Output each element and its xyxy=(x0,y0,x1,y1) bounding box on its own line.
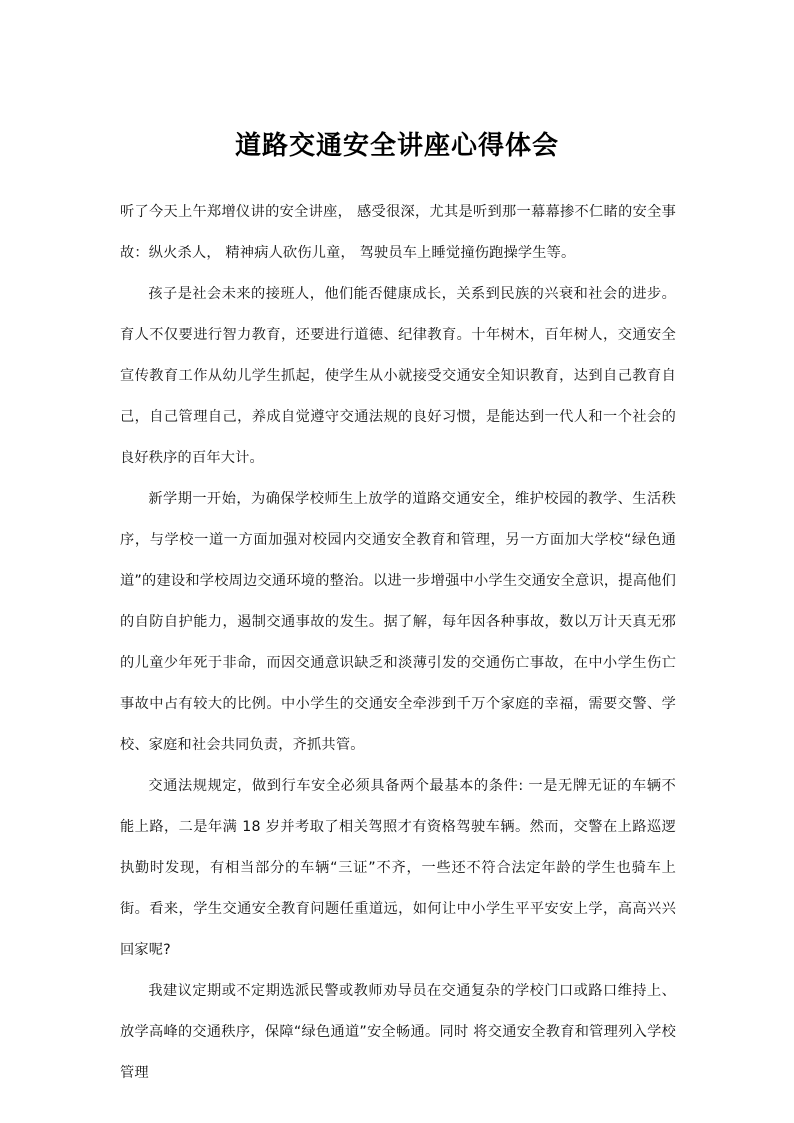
paragraph-2: 孩子是社会未来的接班人，他们能否健康成长，关系到民族的兴衰和社会的进步。育人不仅要进行智力教育，还要进行道德、纪律教育。十年树木，百年树人，交通安全宣传教育工作从幼儿学生抓起，使学生从小就接受交通安全知识教育，达到自己教育自己，自己管理自己，养成自觉遵守交通法规的良好习惯，是能达到一代人和一个社会的良好秩序的百年大计。 xyxy=(120,286,676,466)
paragraph-3: 新学期一开始，为确保学校师生上放学的道路交通安全，维护校园的教学、生活秩序，与学校一道一方面加强对校园内交通安全教育和管理，另一方面加大学校“绿色通道”的建设和学校周边交通环境的整治。以进一步增强中小学生交通安全意识，提高他们的自防自护能力，遏制交通事故的发生。据了解，每年因各种事故，数以万计天真无邪的儿童少年死于非命，而因交通意识缺乏和淡薄引发的交通伤亡事故，在中小学生伤亡事故中占有较大的比例。中小学生的交通安全牵涉到千万个家庭的幸福，需要交警、学校、家庭和社会共同负责，齐抓共管。 xyxy=(120,491,676,753)
paragraph-1: 听了今天上午郑增仪讲的安全讲座， 感受很深，尤其是听到那一幕幕掺不仁睹的安全事故：纵火杀人， 精神病人砍伤儿童， 驾驶员车上睡觉撞伤跑操学生等。 xyxy=(120,204,676,261)
document-title: 道路交通安全讲座心得体会 xyxy=(234,131,559,161)
paragraph-4: 交通法规规定，做到行车安全必须具备两个最基本的条件: 一是无牌无证的车辆不能上路，二是年满 18 岁并考取了相关驾照才有资格驾驶车辆。然而，交警在上路巡逻执勤时发现，有相当部分的车辆“三证”不齐，一些还不符合法定年龄的学生也骑车上街。看来，学生交通安全教育问题任重道远，如何让中小学生平平安安上学，高高兴兴回家呢? xyxy=(120,778,676,958)
document-body xyxy=(120,192,676,1094)
paragraph-5: 我建议定期或不定期选派民警或教师劝导员在交通复杂的学校门口或路口维持上、放学高峰的交通秩序，保障“绿色通道”安全畅通。同时 将交通安全教育和管理列入学校管理 xyxy=(120,983,676,1081)
